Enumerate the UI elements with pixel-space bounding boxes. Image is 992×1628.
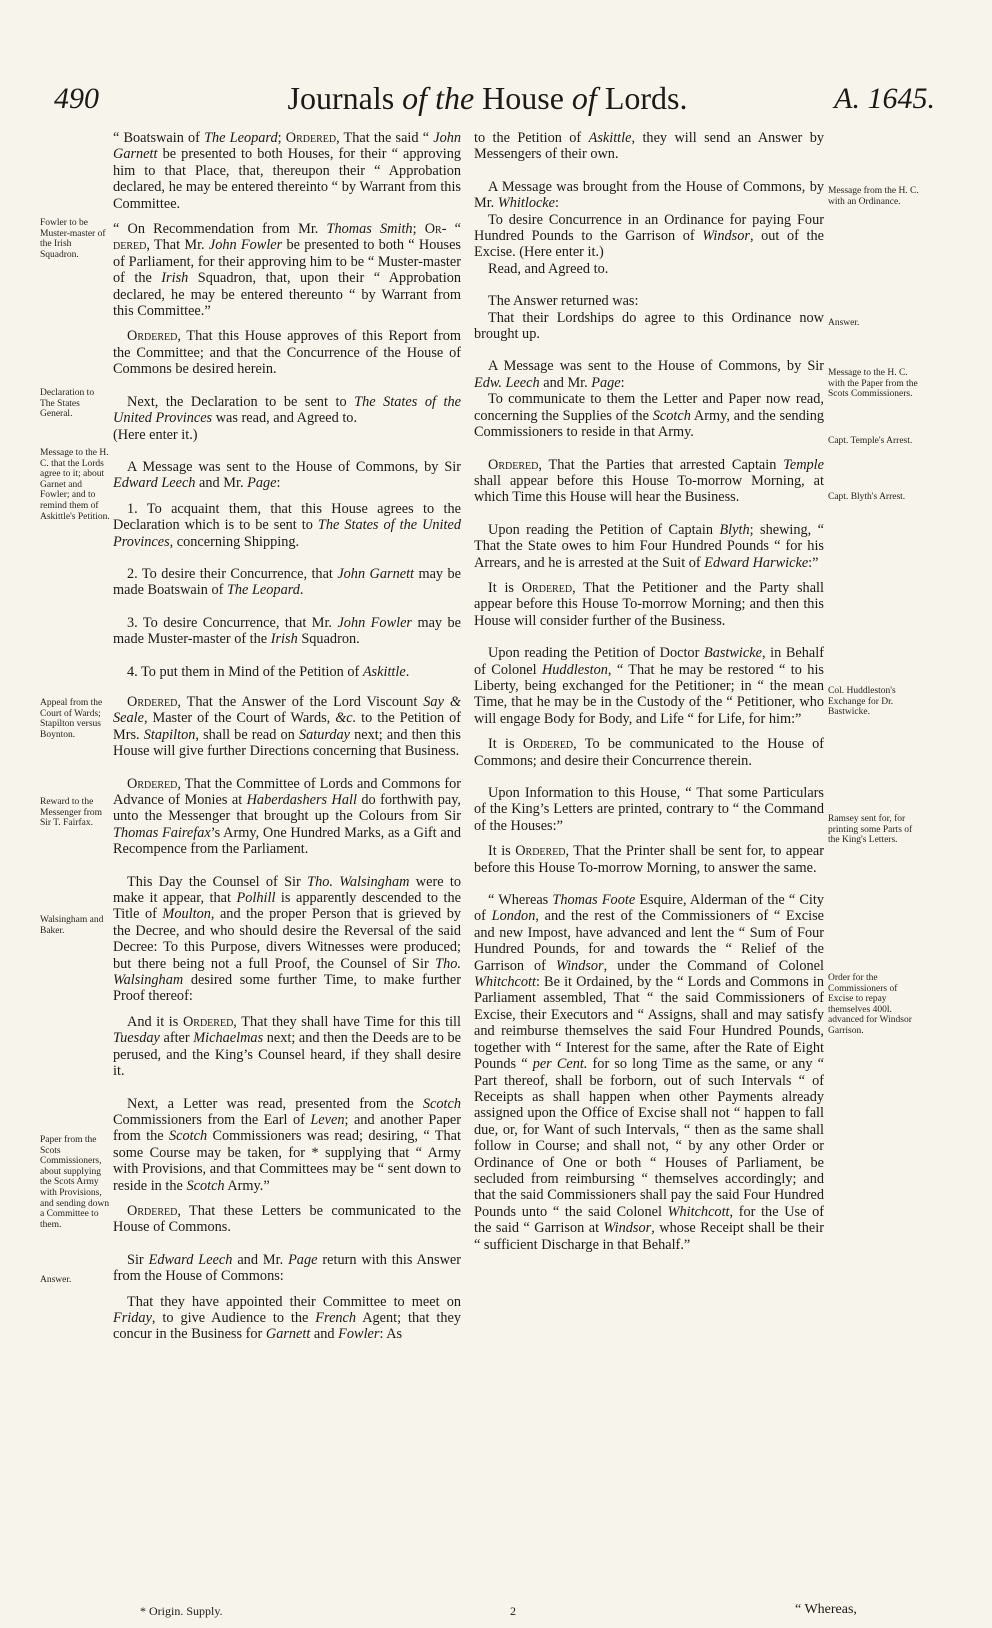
paragraph: A Message was sent to the House of Commons, by Sir Edw. Leech and Mr. Page:	[474, 358, 824, 391]
right-column	[474, 130, 824, 1262]
paragraph: 4. To put them in Mind of the Petition of Askittle.	[127, 663, 410, 680]
paragraph: Upon reading the Petition of Doctor Bastwicke, in Behalf of Colonel Huddleston, “ That he may be restored “ to his Liberty, being exchanged for the Petitioner; in “ the mean Time, that he may be in the Custody of the “ Petitioner, who will engage Body for Body, and Life “ for Life, for him:”	[474, 645, 824, 727]
margin-note: Appeal from the Court of Wards; Stapilton versus Boynton.	[40, 698, 103, 740]
margin-note: Capt. Temple's Arrest.	[828, 436, 913, 446]
footnote: * Origin. Supply.	[140, 1604, 223, 1618]
paragraph: Ordered, That the Parties that arrested Captain Temple shall appear before this House To-morrow Morning, at which Time this House will hear the Business.	[474, 456, 824, 506]
paragraph: Read, and Agreed to.	[488, 260, 609, 277]
margin-note: Message to the H. C. with the Paper from the Scots Commissioners.	[828, 368, 918, 400]
paragraph: 3. To desire Concurrence, that Mr. John Fowler may be made Muster-master of the Irish Squadron.	[113, 614, 461, 648]
paragraph: It is Ordered, To be communicated to the House of Commons; and desire their Concurrence therein.	[474, 736, 824, 769]
left-column	[113, 130, 461, 1352]
paragraph: To communicate to them the Letter and Paper now read, concerning the Supplies of the Scotch Army, and the sending Commissioners to reside in that Army.	[474, 391, 824, 441]
paragraph: A Message was brought from the House of Commons, by Mr. Whitlocke:	[474, 178, 824, 212]
paragraph: A Message was sent to the House of Commons, by Sir Edward Leech and Mr. Page:	[113, 458, 461, 492]
margin-note: Message to the H. C. that the Lords agree to it; about Garnet and Fowler; and to remind them of Askittle's Petition.	[40, 448, 110, 522]
paragraph: 1. To acquaint them, that this House agrees to the Declaration which is to be sent to The States of the United Provinces, concerning Shipping.	[113, 500, 461, 550]
margin-note: Capt. Blyth's Arrest.	[828, 492, 906, 502]
paragraph: And it is Ordered, That they shall have Time for this till Tuesday after Michaelmas next; and then the Deeds are to be perused, and the King’s Counsel heard, if they shall desire it.	[113, 1013, 462, 1080]
paragraph: To desire Concurrence in an Ordinance for paying Four Hundred Pounds to the Garrison of Windsor, out of the Excise. (Here enter it.)	[474, 211, 824, 261]
paragraph: Next, the Declaration to be sent to The States of the United Provinces was read, and Agreed to. (Here enter it.)	[113, 393, 461, 443]
paragraph: The Answer returned was:	[488, 293, 639, 310]
margin-note: Answer.	[40, 1275, 72, 1285]
paragraph: That their Lordships do agree to this Ordinance now brought up.	[474, 309, 824, 343]
paragraph: to the Petition of Askittle, they will send an Answer by Messengers of their own.	[474, 130, 824, 163]
paragraph: “ Boatswain of The Leopard; Ordered, That the said “ John Garnett be presented to both Houses, for their “ approving him to that Place, that, thereupon their “ Approbation declared, he may be entered thereinto “ by Warrant from this Committee.	[113, 130, 462, 212]
margin-note: Ramsey sent for, for printing some Parts of the King's Letters.	[828, 814, 913, 846]
page-number: 490	[54, 82, 99, 115]
paragraph: 2. To desire their Concurrence, that John Garnett may be made Boatswain of The Leopard.	[113, 565, 461, 599]
paragraph: Ordered, That the Answer of the Lord Viscount Say & Seale, Master of the Court of Wards, &c. to the Petition of Mrs. Stapilton, shall be read on Saturday next; and then this House will give further Directions concerning that Business.	[113, 693, 461, 760]
margin-note: Reward to the Messenger from Sir T. Fairfax.	[40, 797, 102, 829]
paragraph: Next, a Letter was read, presented from the Scotch Commissioners from the Earl of Leven; and another Paper from the Scotch Commissioners was read; desiring, “ That some Course may be taken, for * supplying that “ Army with Provisions, and that Committees may be “ sent down to reside in the Scotch Army.”	[113, 1095, 462, 1194]
paragraph: Upon reading the Petition of Captain Blyth; shewing, “ That the State owes to him Four Hundred Pounds “ for his Arrears, and he is arrested at the Suit of Edward Harwicke:”	[474, 521, 824, 571]
page-header	[40, 78, 935, 128]
margin-note: Order for the Commissioners of Excise to repay themselves 400l. advanced for Windsor Garrison.	[828, 973, 912, 1036]
margin-note: Walsingham and Baker.	[40, 915, 104, 936]
paragraph: Ordered, That this House approves of this Report from the Committee; and that the Concurrence of the House of Commons be desired herein.	[113, 328, 461, 378]
margin-note: Paper from the Scots Commissioners, about supplying the Scots Army with Provisions, and sending down a Committee to them.	[40, 1135, 110, 1230]
catchword: “ Whereas,	[795, 1602, 857, 1617]
signature-mark: 2	[510, 1604, 516, 1618]
paragraph: Ordered, That these Letters be communicated to the House of Commons.	[113, 1202, 461, 1236]
paragraph: It is Ordered, That the Printer shall be sent for, to appear before this House To-morrow Morning, to answer the same.	[474, 843, 824, 876]
margin-note: Declaration to The States General.	[40, 388, 95, 420]
running-title: Journals of the House of Lords.	[287, 80, 688, 116]
paragraph: Sir Edward Leech and Mr. Page return with this Answer from the House of Commons:	[113, 1251, 462, 1285]
paragraph: Upon Information to this House, “ That some Particulars of the King’s Letters are printed, contrary to “ the Command of the Houses:”	[474, 785, 824, 834]
margin-note: Answer.	[828, 318, 860, 328]
paragraph: This Day the Counsel of Sir Tho. Walsingham were to make it appear, that Polhill is apparently descended to the Title of Moulton, and the proper Person that is grieved by the Decree, and who should desire the Reversal of the said Decree: To this Purpose, divers Witnesses were produced; but there being not a full Proof, the Counsel of Sir Tho. Walsingham desired some further Time, to make further Proof thereof:	[113, 873, 462, 1005]
paragraph: That they have appointed their Committee to meet on Friday, to give Audience to the French Agent; that they concur in the Business for Garnett and Fowler: As	[113, 1293, 461, 1343]
margin-note: Fowler to be Muster-master of the Irish Squadron.	[40, 218, 106, 260]
paragraph: Ordered, That the Committee of Lords and Commons for Advance of Monies at Haberdashers Hall do forthwith pay, unto the Messenger that brought up the Colours from Sir Thomas Fairefax’s Army, One Hundred Marks, as a Gift and Recompence from the Parliament.	[113, 775, 462, 858]
year-heading: A. 1645.	[834, 82, 935, 115]
margin-note: Message from the H. C. with an Ordinance.	[828, 186, 919, 207]
margin-note: Col. Huddleston's Exchange for Dr. Bastwicke.	[828, 686, 896, 718]
paragraph: “ On Recommendation from Mr. Thomas Smith; Or- “ dered, That Mr. John Fowler be presented to both “ Houses of Parliament, for their approving him to be “ Muster-master of the Irish Squadron, that, upon their “ Approbation declared, he may be entered thereunto “ by Warrant from this Committee.”	[113, 221, 461, 320]
paragraph: It is Ordered, That the Petitioner and the Party shall appear before this House To-morrow Morning; and then this House will consider further of the Business.	[474, 579, 824, 629]
paragraph: “ Whereas Thomas Foote Esquire, Alderman of the “ City of London, and the rest of the Commissioners of “ Excise and new Impost, have advanced and lent the “ Sum of Four Hundred Pounds, for and towards the “ Relief of the Garrison of Windsor, under the Command of Colonel Whitchcott: Be it Ordained, by the “ Lords and Commons in Parliament assembled, That “ the said Commissioners of Excise, their Executors and “ Assigns, shall and may satisfy and reimburse themselves the said Four Hundred Pounds, together with “ Interest for the same, after the Rate of Eight Pounds “ per Cent. for so long Time as the same, or any “ Part thereof, shall be forborn, out of such Intervals “ of Receipts as shall happen when other Payments already assigned upon the Office of Excise shall not “ happen to fall due, or, for Want of such Intervals, “ then as the same shall follow in Course; and shall not, “ by any other Order or Ordinance of One or both “ Houses of Parliament, be secluded from reimbursing “ themselves accordingly; and that the said Commissioners shall pay the said Four Hundred Pounds unto “ the said Colonel Whitchcott, for the Use of the said “ Garrison at Windsor, whose Receipt shall be their “ sufficient Discharge in that Behalf.”	[474, 892, 825, 1253]
